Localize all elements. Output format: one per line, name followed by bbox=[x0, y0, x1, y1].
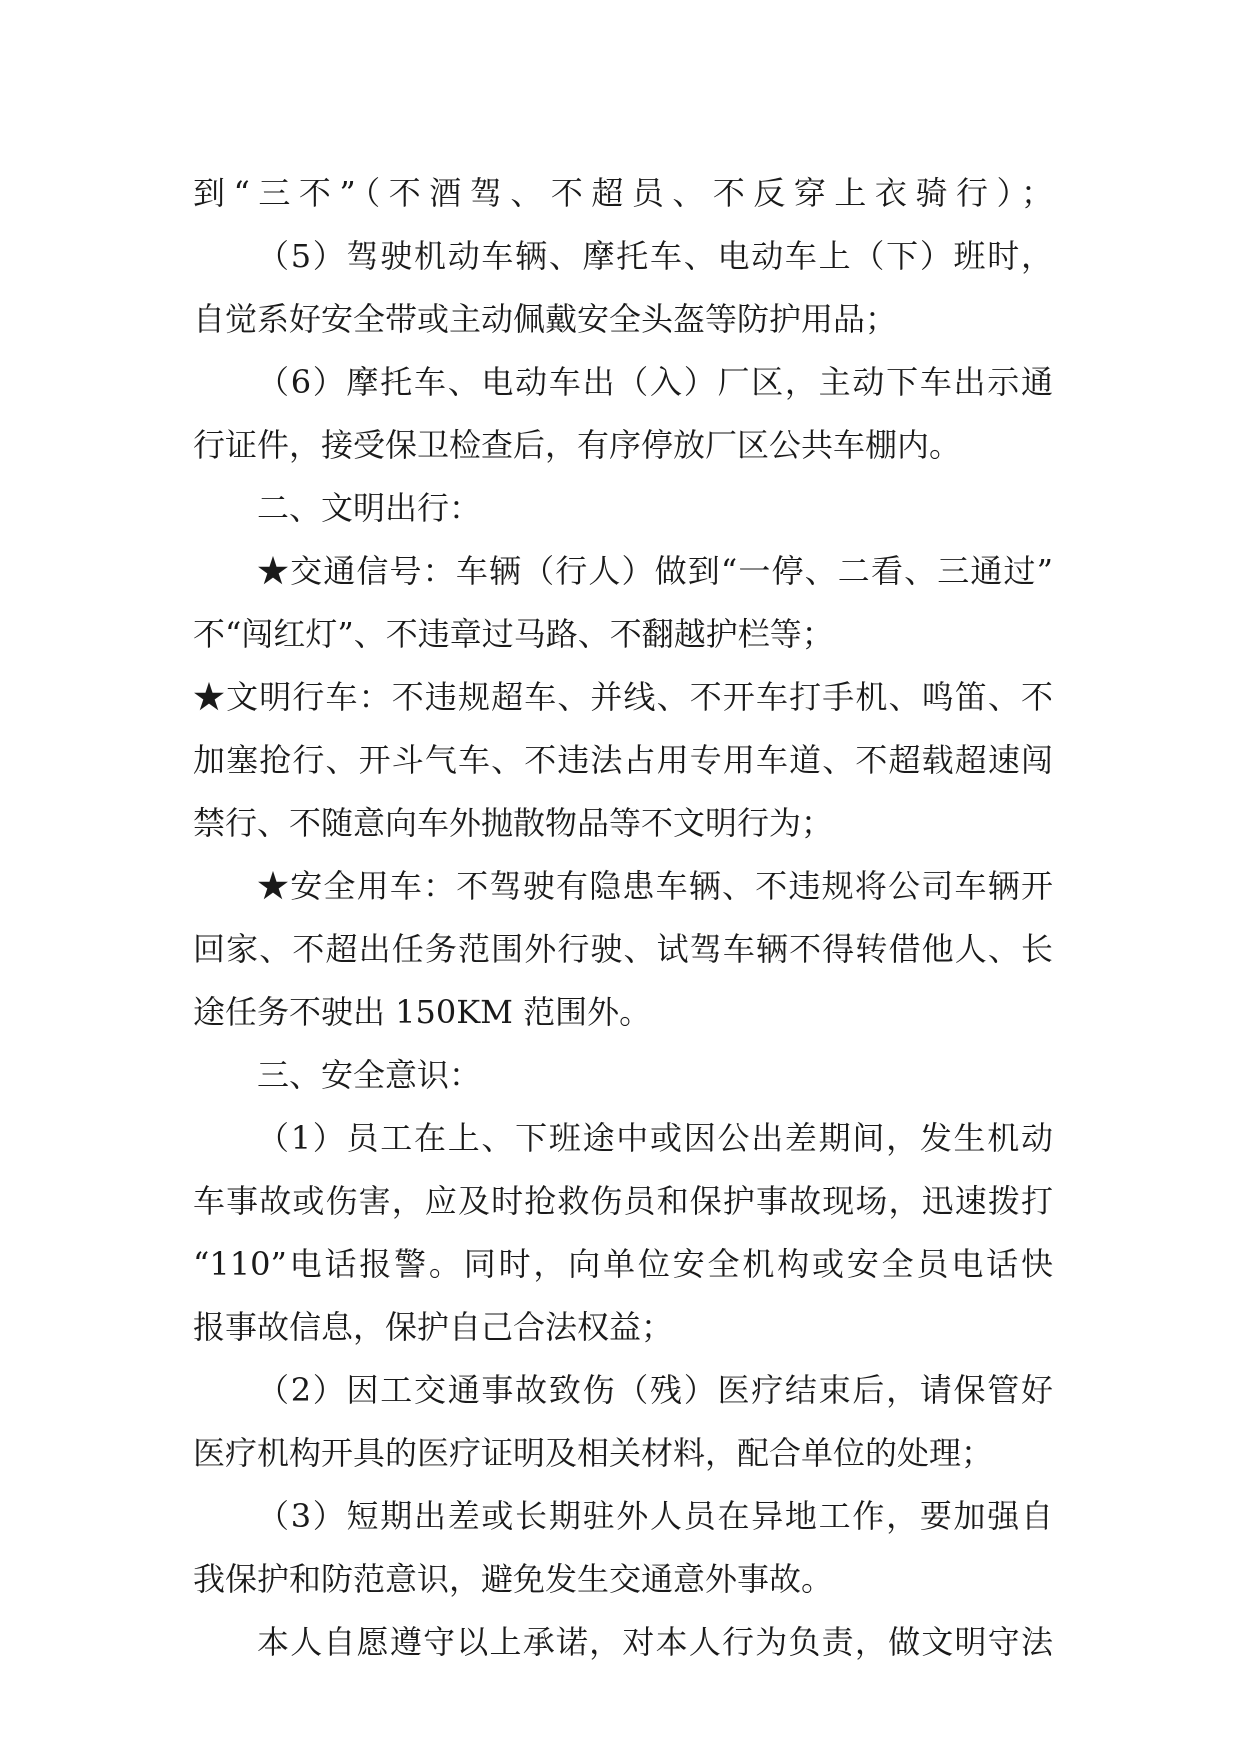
text-line: （3）短期出差或长期驻外人员在异地工作，要加强自 bbox=[257, 1497, 1053, 1535]
text-line: ★交通信号：车辆（行人）做到“一停、二看、三通过” bbox=[257, 552, 1053, 590]
text-line: 回家、不超出任务范围外行驶、试驾车辆不得转借他人、长 bbox=[193, 930, 1053, 968]
text-line: （5）驾驶机动车辆、摩托车、电动车上（下）班时， bbox=[257, 237, 1053, 275]
text-line: （2）因工交通事故致伤（残）医疗结束后，请保管好 bbox=[257, 1371, 1053, 1409]
text-line: 车事故或伤害，应及时抢救伤员和保护事故现场，迅速拨打 bbox=[193, 1182, 1053, 1220]
text-line: 不“闯红灯”、不违章过马路、不翻越护栏等； bbox=[193, 615, 834, 653]
text-line: 本人自愿遵守以上承诺，对本人行为负责，做文明守法 bbox=[257, 1623, 1053, 1661]
text-line: ★文明行车：不违规超车、并线、不开车打手机、鸣笛、不 bbox=[193, 678, 1053, 716]
text-line: 医疗机构开具的医疗证明及相关材料，配合单位的处理； bbox=[193, 1434, 994, 1472]
text-line: 到“三不”（不酒驾、不超员、不反穿上衣骑行）； bbox=[193, 174, 1053, 212]
text-line: 行证件，接受保卫检查后，有序停放厂区公共车棚内。 bbox=[193, 426, 962, 464]
text-line: 加塞抢行、开斗气车、不违法占用专用车道、不超载超速闯 bbox=[193, 741, 1053, 779]
text-line: 禁行、不随意向车外抛散物品等不文明行为； bbox=[193, 804, 834, 842]
text-line: ★安全用车：不驾驶有隐患车辆、不违规将公司车辆开 bbox=[257, 867, 1053, 905]
section-heading: 二、文明出行： bbox=[257, 489, 482, 527]
text-line: 自觉系好安全带或主动佩戴安全头盔等防护用品； bbox=[193, 300, 898, 338]
text-line: （1）员工在上、下班途中或因公出差期间，发生机动 bbox=[257, 1119, 1053, 1157]
text-line: 报事故信息，保护自己合法权益； bbox=[193, 1308, 674, 1346]
text-line: 途任务不驶出 150KM 范围外。 bbox=[193, 993, 652, 1031]
text-line: （6）摩托车、电动车出（入）厂区，主动下车出示通 bbox=[257, 363, 1053, 401]
section-heading: 三、安全意识： bbox=[257, 1056, 482, 1094]
text-line: “110”电话报警。同时，向单位安全机构或安全员电话快 bbox=[193, 1245, 1053, 1283]
document-body bbox=[193, 162, 1053, 1674]
text-line: 我保护和防范意识，避免发生交通意外事故。 bbox=[193, 1560, 834, 1598]
